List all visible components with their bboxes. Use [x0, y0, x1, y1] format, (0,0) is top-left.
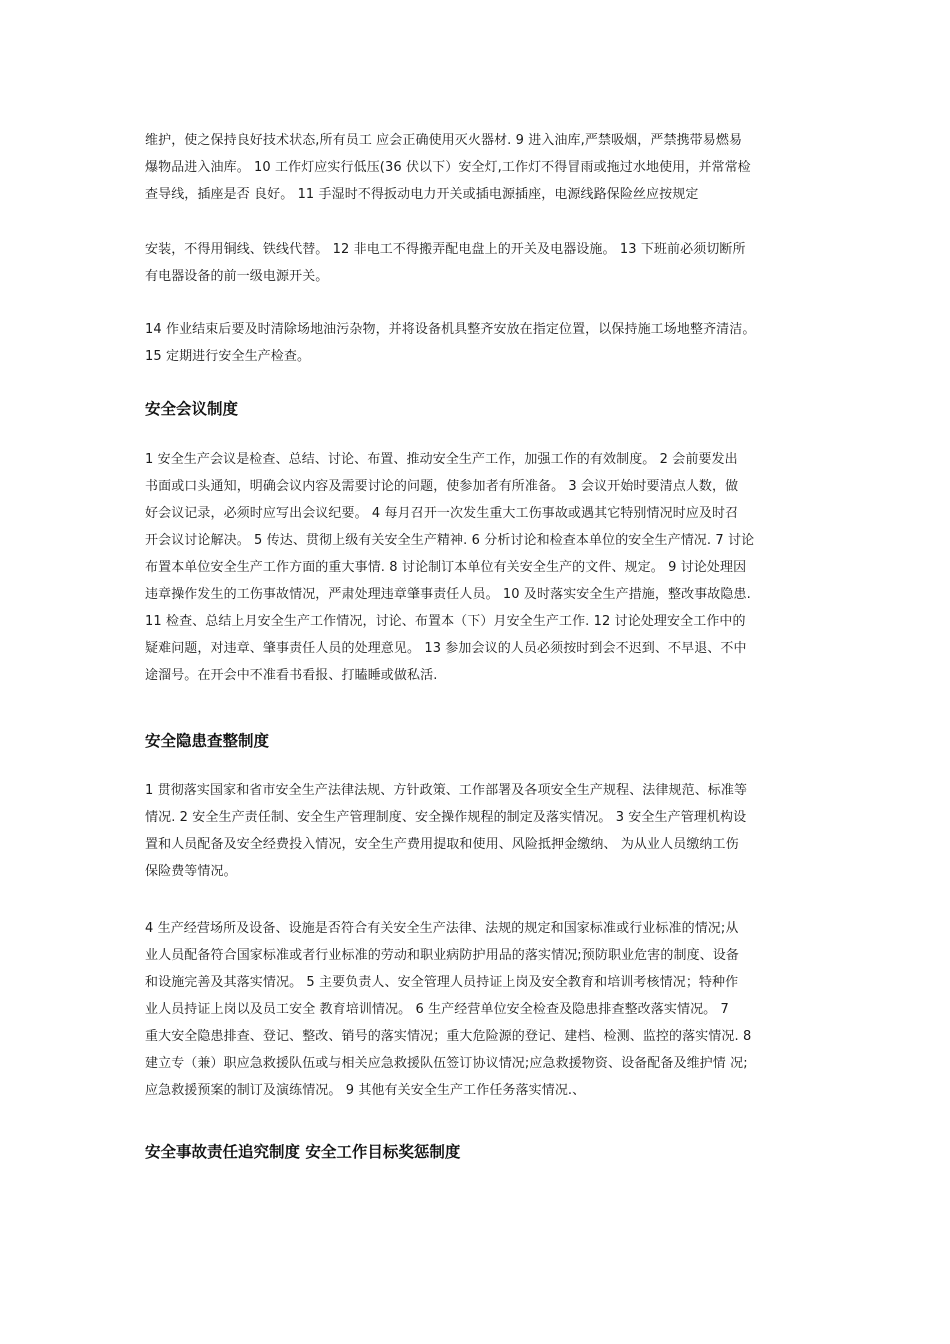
- text-line: 书面或口头通知，明确会议内容及需要讨论的问题，使参加者有所准备。 3 会议开始时要清点人数，做: [145, 479, 739, 494]
- text-line: 建立专（兼）职应急救援队伍或与相关应急救援队伍签订协议情况;应急救援物资、设备配备及维护情 况;: [145, 1056, 748, 1071]
- text-line: 查导线，插座是否 良好。 11 手湿时不得扳动电力开关或插电源插座，电源线路保险丝应按规定: [145, 187, 699, 202]
- section-heading-safety-meeting: 安全会议制度: [145, 400, 239, 418]
- text-line: 重大安全隐患排查、登记、整改、销号的落实情况；重大危险源的登记、建档、检测、监控的落实情况. 8: [145, 1029, 752, 1044]
- text-line: 有电器设备的前一级电源开关。: [145, 269, 329, 284]
- text-line: 途溜号。在开会中不准看书看报、打瞌睡或做私活.: [145, 668, 438, 683]
- text-line: 开会议讨论解决。 5 传达、贯彻上级有关安全生产精神. 6 分析讨论和检查本单位的安全生产情况. 7 讨论: [145, 533, 755, 548]
- paragraph-fire-electric: [145, 127, 810, 208]
- paragraph-wiring: [145, 236, 810, 290]
- section-heading-hazard-check: 安全隐患查整制度: [145, 732, 270, 750]
- text-line: 4 生产经营场所及设备、设施是否符合有关安全生产法律、法规的规定和国家标准或行业标准的情况;从: [145, 921, 739, 936]
- text-line: 好会议记录，必须时应写出会议纪要。 4 每月召开一次发生重大工伤事故或遇其它特别情况时应及时召: [145, 506, 739, 521]
- text-line: 11 检查、总结上月安全生产工作情况，讨论、布置本（下）月安全生产工作. 12 讨论处理安全工作中的: [145, 614, 746, 629]
- paragraph-safety-meeting: [145, 446, 810, 689]
- text-line: 业人员配备符合国家标准或者行业标准的劳动和职业病防护用品的落实情况;预防职业危害的制度、设备: [145, 948, 739, 963]
- paragraph-hazard-check-a: [145, 777, 810, 885]
- text-line: 和设施完善及其落实情况。 5 主要负责人、安全管理人员持证上岗及安全教育和培训考核情况；特种作: [145, 975, 739, 990]
- text-line: 违章操作发生的工伤事故情况，严肃处理违章肇事责任人员。 10 及时落实安全生产措施，整改事故隐患.: [145, 587, 751, 602]
- text-line: 1 安全生产会议是检查、总结、讨论、布置、推动安全生产工作，加强工作的有效制度。 2 会前要发出: [145, 452, 738, 467]
- text-line: 情况. 2 安全生产责任制、安全生产管理制度、安全操作规程的制定及落实情况。 3 安全生产管理机构设: [145, 810, 747, 825]
- text-line: 置和人员配备及安全经费投入情况，安全生产费用提取和使用、风险抵押金缴纳、 为从业人员缴纳工伤: [145, 837, 739, 852]
- text-line: 布置本单位安全生产工作方面的重大事情. 8 讨论制订本单位有关安全生产的文件、规定。 9 讨论处理因: [145, 560, 747, 575]
- section-heading-accountability-rewards: 安全事故责任追究制度 安全工作目标奖惩制度: [145, 1143, 461, 1161]
- text-line: 14 作业结束后要及时清除场地油污杂物，并将设备机具整齐安放在指定位置，以保持施工场地整齐清洁。: [145, 322, 756, 337]
- text-line: 业人员持证上岗以及员工安全 教育培训情况。 6 生产经营单位安全检查及隐患排查整改落实情况。 7: [145, 1002, 729, 1017]
- text-line: 应急救援预案的制订及演练情况。 9 其他有关安全生产工作任务落实情况.、: [145, 1083, 586, 1098]
- text-line: 疑难问题，对违章、肇事责任人员的处理意见。 13 参加会议的人员必须按时到会不迟到、不早退、不中: [145, 641, 747, 656]
- text-line: 1 贯彻落实国家和省市安全生产法律法规、方针政策、工作部署及各项安全生产规程、法律规范、标准等: [145, 783, 748, 798]
- text-line: 保险费等情况。: [145, 864, 237, 879]
- text-line: 15 定期进行安全生产检查。: [145, 349, 311, 364]
- text-line: 安装，不得用铜线、铁线代替。 12 非电工不得搬弄配电盘上的开关及电器设施。 13 下班前必须切断所: [145, 242, 746, 257]
- paragraph-hazard-check-b: [145, 915, 810, 1104]
- text-line: 爆物品进入油库。 10 工作灯应实行低压(36 伏以下）安全灯,工作灯不得冒雨或拖过水地使用，并常常检: [145, 160, 751, 175]
- text-line: 维护，使之保持良好技术状态,所有员工 应会正确使用灭火器材. 9 进入油库,严禁吸烟，严禁携带易燃易: [145, 133, 743, 148]
- paragraph-cleanup: [145, 316, 810, 370]
